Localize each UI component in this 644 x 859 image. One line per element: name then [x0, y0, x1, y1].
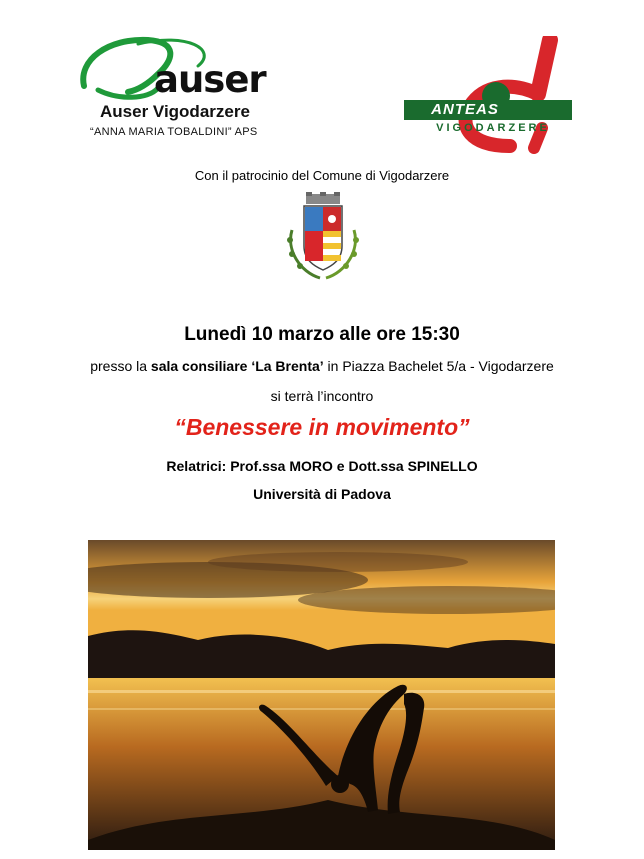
venue-room: sala consiliare ‘La Brenta’: [150, 358, 324, 374]
event-speakers: Relatrici: Prof.ssa MORO e Dott.ssa SPINELLO: [166, 458, 478, 474]
event-date: Lunedì 10 marzo alle ore 15:30: [184, 324, 460, 345]
event-venue: [0, 358, 644, 374]
patronage-text: Con il patrocinio del Comune di Vigodarzere: [194, 168, 450, 183]
municipal-crest-icon: [282, 190, 364, 286]
anteas-wordmark: ANTEAS: [431, 101, 499, 118]
auser-logo: [78, 30, 288, 146]
auser-wordmark: auser: [154, 58, 266, 101]
sunset-yoga-photo: [88, 540, 555, 850]
venue-suffix: in Piazza Bachelet 5/a - Vigodarzere: [323, 358, 554, 374]
anteas-a-icon: [400, 36, 576, 154]
auser-subtitle: Auser Vigodarzere: [100, 102, 250, 121]
event-institution: Università di Padova: [253, 486, 391, 502]
event-title: “Benessere in movimento”: [174, 414, 470, 440]
anteas-logo: [400, 36, 576, 154]
anteas-subtitle: VIGODARZERE: [436, 122, 550, 134]
event-intro: si terrà l’incontro: [270, 388, 374, 404]
venue-prefix: presso la: [90, 358, 151, 374]
auser-tagline: “ANNA MARIA TOBALDINI” APS: [90, 126, 258, 138]
